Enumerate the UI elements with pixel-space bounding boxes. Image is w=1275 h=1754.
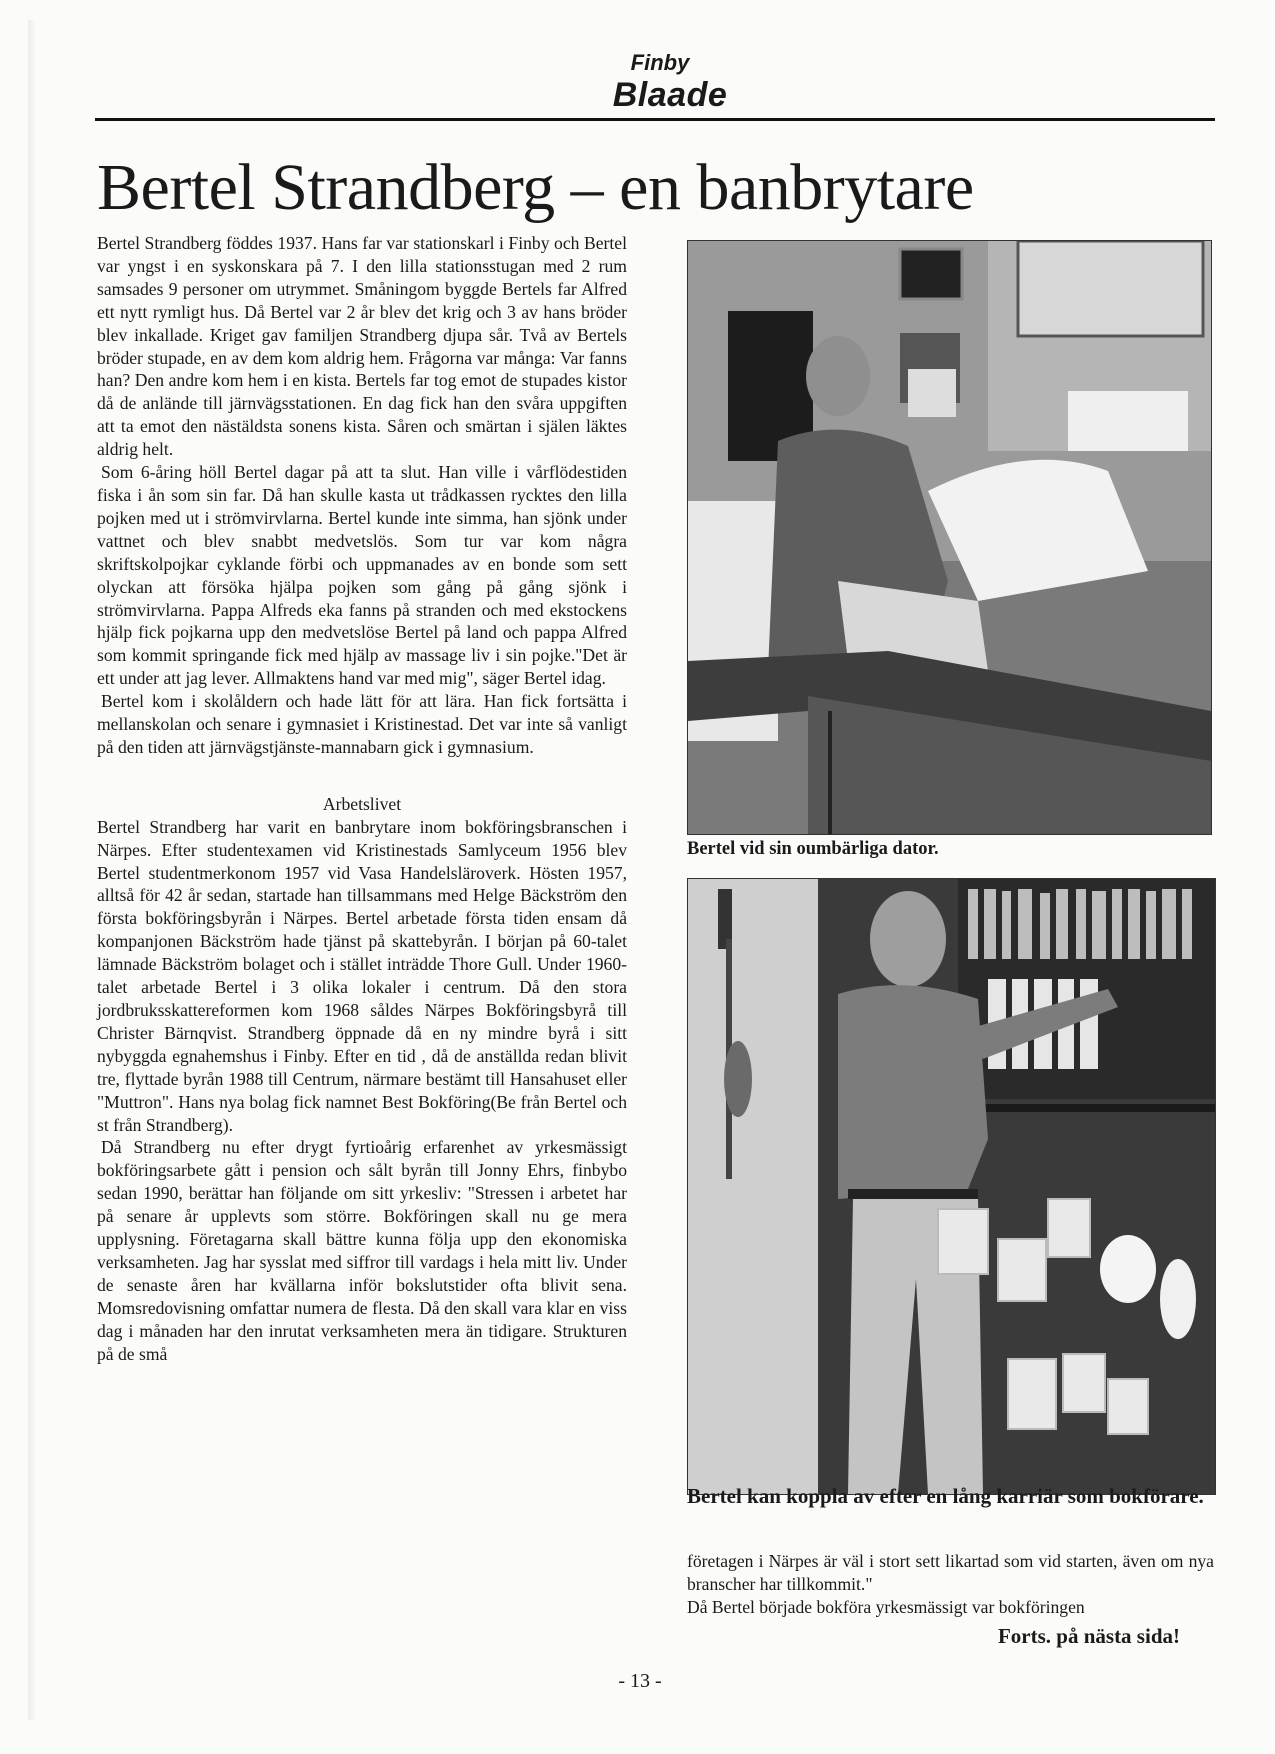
paragraph-retirement: Då Strandberg nu efter drygt fyrtioårig erfarenhet av yrkesmässigt bokföringsarbete gått i pension och sålt byrån till Jonny Ehrs, finbybo sedan 1990, berättar han följande om sitt yrkesliv: "Stressen i arbetet har på senare år upplevts som större. Bokföringen skall nu ge mera upplysning. Företagarna skall bättre kunna följa upp den ekonomiska verksamheten. Jag har sysslat med siffror till vardags i hela mitt liv. Under de senaste åren har kvällarna inför bokslutstider ofta blivit sena. Momsredovisning omfattar numera de flesta. Då den skall vara klar en viss dag i månaden har den inrutat verksamheten mera än tidigare. Strukturen på de små [97, 1137, 627, 1364]
scan-edge [28, 20, 36, 1720]
paragraph-drowning: Som 6-åring höll Bertel dagar på att ta slut. Han ville i vårflödestiden fiska i ån som sin far. Då han skulle kasta ut trådkassen rycktes den lilla pojken med ut i strömvirvlarna. Bertel kunde inte simma, han sjönk under vattnet och blev snabbt medvetslös. Som tur var kom några skriftskolpojkar cyklande förbi och uppmanades av en bonde som sett olyckan att försöka hjälpa pojken som gång på gång sjönk i strömvirvlarna. Pappa Alfreds eka fanns på stranden och med ekstockens hjälp fick pojkarna upp den medvetslöse Bertel på land och pappa Alfred som kommit springande fick med hjälp av massage liv i sin pojke."Det är ett under att jag lever. Allmaktens hand var med mig", säger Bertel idag. [97, 462, 627, 689]
header-rule [95, 118, 1215, 121]
paragraph-school: Bertel kom i skolåldern och hade lätt för att lära. Han fick fortsätta i mellanskolan och senare i gymnasiet i Kristinestad. Det var inte så vanligt på den tiden att järnvägstjänste-mannabarn gick i gymnasium. [97, 691, 627, 757]
caption-photo1: Bertel vid sin oumbärliga dator. [687, 839, 939, 859]
caption-photo2: Bertel kan koppla av efter en lång karriär som bokförare. [687, 1484, 1204, 1508]
page-number: - 13 - [618, 1670, 662, 1692]
paragraph-right-2: Då Bertel började bokföra yrkesmässigt var bokföringen [687, 1596, 1085, 1617]
subhead-arbetslivet: Arbetslivet [322, 793, 402, 814]
article-right-column [687, 1550, 1214, 1619]
photo-bookshelf-image [688, 879, 1215, 1494]
photo-at-computer [687, 240, 1212, 835]
paragraph-childhood: Bertel Strandberg föddes 1937. Hans far var stationskarl i Finby och Bertel var yngst i en syskonskara på 7. I den lilla stationsstugan med 2 rum samsades 9 personer om utrymmet. Småningom byggde Bertels far Alfred ett nytt rymligt hus. Då Bertel var 2 år blev det krig och 3 av hans bröder blev inkallade. Kriget gav familjen Strandberg djupa sår. Två av Bertels bröder stupade, en av dem kom aldrig hem. Frågorna var många: Var fanns han? Den andre kom hem i en kista. Bertels far tog emot de stupades kistor då de anlände till järnvägsstationen. En dag fick han den svåra uppgiften att ta emot den nästäldsta sonens kista. Såren och smärtan i själen läktes aldrig helt. [97, 233, 627, 460]
photo-bookshelf [687, 878, 1216, 1495]
paragraph-right-1: företagen i Närpes är väl i stort sett likartad som vid starten, även om nya branscher har tillkommit." [687, 1551, 1214, 1594]
article-left-column [97, 232, 627, 1366]
section-gap [97, 759, 627, 793]
masthead-top: Finby [630, 50, 690, 75]
headline: Bertel Strandberg – en banbrytare [97, 151, 974, 224]
paragraph-career: Bertel Strandberg har varit en banbrytare inom bokföringsbranschen i Närpes. Efter studentexamen vid Kristinestads Samlyceum 1956 blev Bertel studentmerkonom 1957 vid Vasa Handelsläroverk. Hösten 1957, alltså för 42 år sedan, startade han tillsammans med Helge Bäckström den första bokföringsbyrån i Närpes. Bertel arbetade första tiden ensam då kompanjonen Bäckström hade tjänst på skattebyrån. I början på 60-talet lämnade Bäckström bolaget och i stället inträdde Thore Gull. Under 1960-talet arbetade Bertel i 3 olika lokaler i centrum. Då den stora jordbruksskattereformen kom 1968 såldes Närpes Bokföringsbyrå till Christer Bärnqvist. Strandberg öppnade då en ny mindre byrå i sitt nybyggda egnahemshus i Finby. Efter en tid , då de anställda redan blivit tre, flyttade byrån 1988 till Centrum, närmare bestämt till Hansahuset eller "Muttron". Hans nya bolag fick namnet Best Bokföring(Be från Bertel och st från Strandberg). [97, 816, 627, 1135]
masthead-title: Blaade [612, 76, 728, 114]
photo-at-computer-image [688, 241, 1211, 834]
continued-note: Forts. på nästa sida! [997, 1624, 1180, 1648]
